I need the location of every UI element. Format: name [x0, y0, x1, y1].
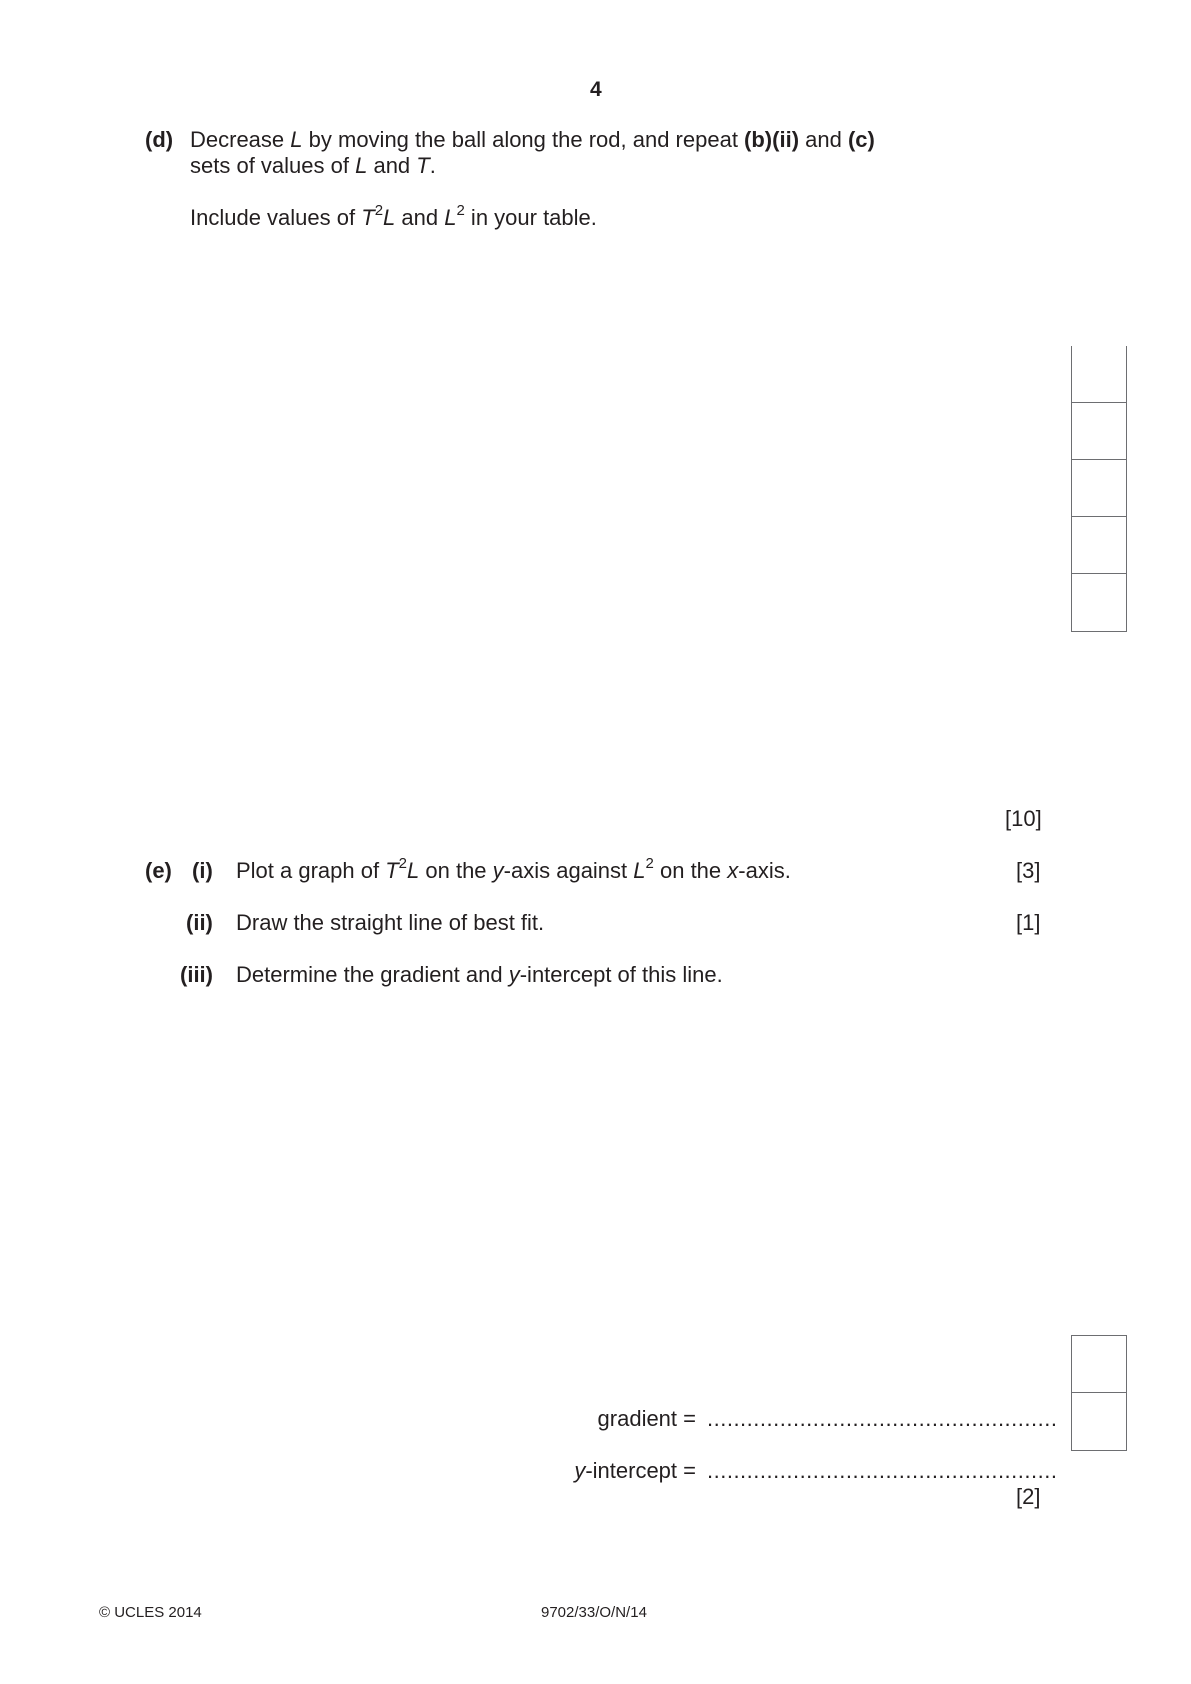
page-number: 4 [590, 78, 602, 101]
part-e-ii-marks: [1] [1016, 910, 1041, 935]
examiner-mark-boxes-e [1071, 1335, 1127, 1451]
part-e-i-marks: [3] [1016, 858, 1041, 883]
part-e-i-label: (i) [192, 858, 213, 883]
part-e-ii-label: (ii) [186, 910, 213, 935]
mark-box[interactable] [1072, 403, 1126, 460]
part-e-i-text: Plot a graph of $T^2L$ on the y-axis against $L^2$ on the x-axis. [236, 854, 791, 883]
mark-box[interactable] [1072, 460, 1126, 517]
y-intercept-answer-line[interactable]: ..................................................... [707, 1458, 1058, 1483]
part-d-line-2: sets of values of L and T. [190, 153, 436, 178]
mark-box[interactable] [1072, 517, 1126, 574]
mark-box[interactable] [1072, 1336, 1126, 1393]
y-intercept-label: y-intercept = [574, 1458, 696, 1483]
examiner-mark-boxes-d [1071, 346, 1127, 632]
part-e-iii-label: (iii) [180, 962, 213, 987]
part-d-marks: [10] [1005, 806, 1042, 831]
footer-copyright: © UCLES 2014 [99, 1604, 202, 1621]
mark-box[interactable] [1072, 574, 1126, 631]
part-e-iii-marks: [2] [1016, 1484, 1041, 1509]
part-e-iii-text: Determine the gradient and y-intercept of this line. [236, 962, 723, 987]
part-e-label: (e) [145, 858, 172, 883]
part-d-line-1: Decrease L by moving the ball along the rod, and repeat (b)(ii) and (c) [190, 127, 875, 152]
mark-box[interactable] [1072, 346, 1126, 403]
part-d-label: (d) [145, 127, 174, 152]
mark-box[interactable] [1072, 1393, 1126, 1450]
gradient-answer-line[interactable]: ..................................................... [707, 1406, 1058, 1431]
gradient-label: gradient = [597, 1406, 696, 1431]
footer-paper-code: 9702/33/O/N/14 [541, 1604, 647, 1621]
part-e-ii-text: Draw the straight line of best fit. [236, 910, 545, 935]
part-d-instruction: Include values of $T^2L$ and $L^2$ in your table. [190, 201, 597, 230]
